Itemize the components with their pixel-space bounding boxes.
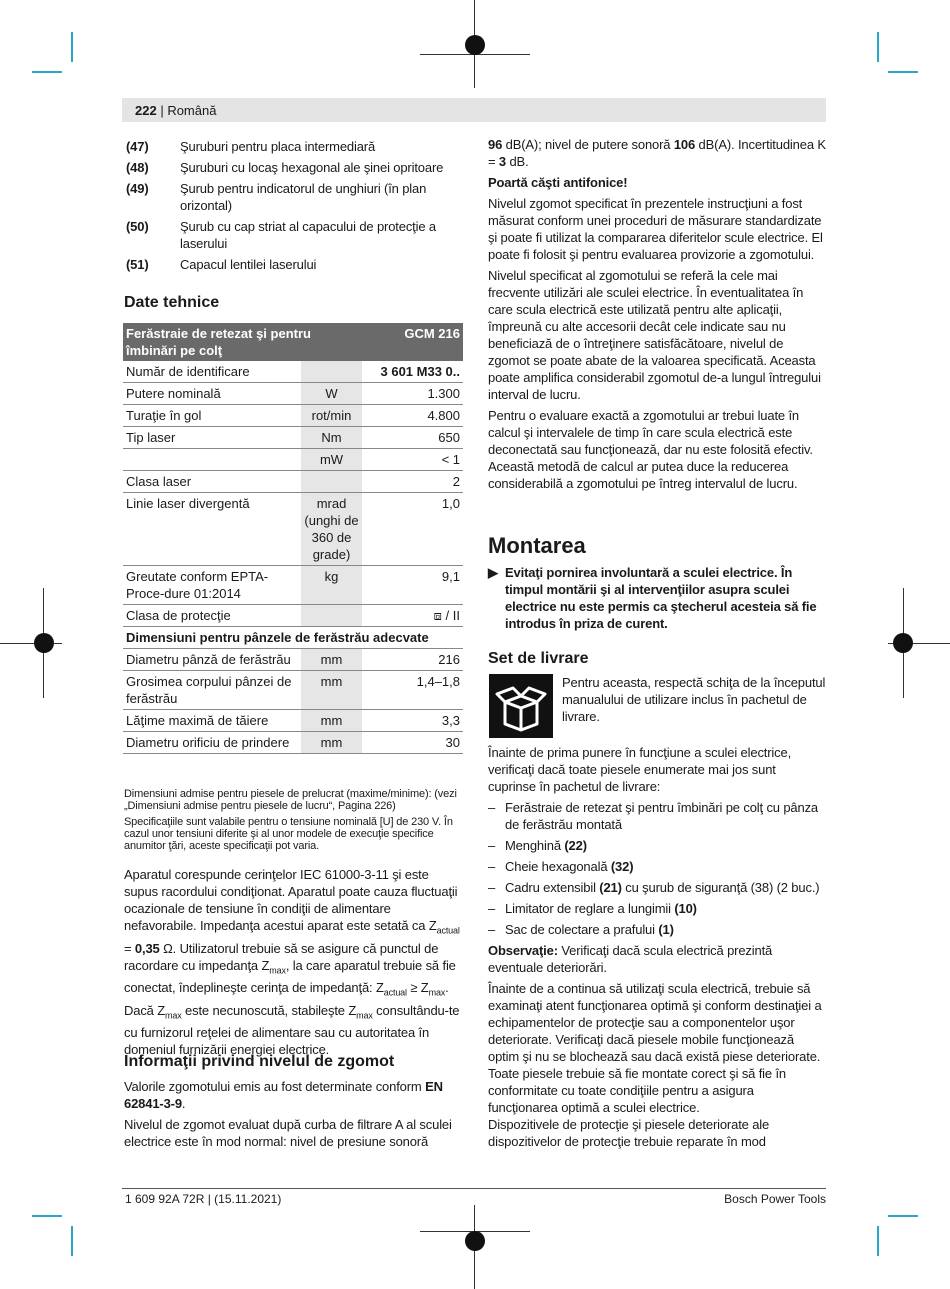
row-unit — [301, 471, 362, 493]
row-label: Diametru orificiu de prindere — [123, 732, 301, 754]
item-number: (47) — [126, 139, 149, 154]
table-row — [123, 449, 463, 471]
row-label: Număr de identificare — [123, 361, 301, 383]
registration-mark-right — [893, 633, 913, 653]
item-number: (48) — [126, 160, 149, 175]
row-value: 216 — [362, 649, 463, 671]
row-value: 1,0 — [362, 493, 463, 566]
row-unit: kg — [301, 566, 362, 605]
registration-mark-bottom — [465, 1231, 485, 1251]
table-row — [123, 671, 463, 710]
row-unit: mm — [301, 649, 362, 671]
row-label: Diametru pânză de ferăstrău — [123, 649, 301, 671]
table-subheading: Dimensiuni pentru pânzele de ferăstrău adecvate — [123, 627, 463, 649]
model-name: GCM 216 — [362, 323, 463, 361]
table-title: Ferăstraie de retezat şi pentru îmbinări pe colţ — [123, 323, 362, 361]
row-label: Clasa de protecţie — [123, 605, 301, 627]
row-unit: mm — [301, 671, 362, 710]
table-header-row — [123, 323, 463, 361]
iec-paragraph — [124, 866, 462, 1062]
row-value: 30 — [362, 732, 463, 754]
row-unit: mm — [301, 710, 362, 732]
noise-paragraph: Nivelul specificat al zgomotului se referă la cele mai frecvente utilizări ale sculei electrice. În eventualitatea în care scula electrică este utilizată pentru alte aplicaţii, împreună cu alte accesorii decât cele indicate sau nu beneficiază de o întreţinere satisfăcătoare, nivelul de zgomot se poate abate de la valoarea specificată. Aceasta poate amplifica considerabil zgomotul de-a lungul întregului interval de lucru. — [488, 268, 821, 402]
row-label: Grosimea corpului pânzei de ferăstrău — [123, 671, 301, 710]
list-item: – Sac de colectare a prafului (1) — [488, 921, 826, 938]
row-label: Linie laser divergentă — [123, 493, 301, 566]
footer-rule — [122, 1188, 826, 1189]
row-label: Greutate conform EPTA-Proce-dure 01:2014 — [123, 566, 301, 605]
row-label — [123, 449, 301, 471]
row-value: 3,3 — [362, 710, 463, 732]
package-box-icon — [489, 674, 553, 738]
warning-text: Evitaţi pornirea involuntară a sculei electrice. În timpul montării şi al intervenţiilor asupra sculei electrice nu este permis ca ştecherul acesteia să fie introdus în priza de curent. — [505, 565, 817, 631]
delivery-intro-text: Pentru aceasta, respectă schiţa de la începutul manualului de utilizare inclus în pachetul de livrare. — [562, 675, 826, 724]
table-subheading-row — [123, 627, 463, 649]
noise-paragraph: Pentru o evaluare exactă a zgomotului ar trebui luate în calcul şi intervalele de timp în care scula electrică este deconectată sau funcţionează, dar nu este folosită efectiv. Această metodă de calcul ar putea duce la reducerea considerabilă a zgomotului pe întreg intervalul de lucru. — [488, 408, 813, 491]
row-value: 650 — [362, 427, 463, 449]
row-value: < 1 — [362, 449, 463, 471]
list-item — [126, 218, 456, 252]
row-label: Tip laser — [123, 427, 301, 449]
footer-brand: Bosch Power Tools — [724, 1192, 826, 1206]
page-language: Română — [167, 103, 217, 118]
noise-level-intro: Nivelul de zgomot evaluat după curba de filtrare A al sculei electrice este în mod normal: nivel de presiune sonoră — [124, 1117, 452, 1149]
table-row — [123, 493, 463, 566]
row-unit — [301, 605, 362, 627]
list-item: – Menghină (22) — [488, 837, 826, 854]
montarea-heading: Montarea — [488, 533, 586, 558]
noise-values: 96 dB(A); nivel de putere sonoră 106 dB(A). Incertitudinea K = 3 dB. — [488, 137, 826, 169]
row-unit: rot/min — [301, 405, 362, 427]
table-row — [123, 427, 463, 449]
row-value: ⧈ / II — [362, 605, 463, 627]
table-row — [123, 732, 463, 754]
repair-paragraph: Dispozitivele de protecţie şi piesele deteriorate ale dispozitivelor de protecţie trebuie reparate în mod — [488, 1117, 770, 1149]
row-unit: mrad (unghi de 360 de grade) — [301, 493, 362, 566]
delivery-set-body — [488, 744, 826, 1154]
page-header: 222 | Română — [135, 103, 217, 118]
row-label: Turaţie în gol — [123, 405, 301, 427]
noise-heading: Informaţii privind nivelul de zgomot — [124, 1053, 395, 1070]
observation: Observaţie: Verificaţi dacă scula electrică prezintă eventuale deteriorări. — [488, 943, 773, 975]
row-value: 1.300 — [362, 383, 463, 405]
delivery-set-heading: Set de livrare — [488, 650, 589, 667]
list-item: – Cheie hexagonală (32) — [488, 858, 826, 875]
row-unit: Nm — [301, 427, 362, 449]
list-item — [126, 256, 456, 273]
item-number: (49) — [126, 181, 149, 196]
parts-list — [126, 138, 456, 277]
table-row — [123, 471, 463, 493]
table-note: Specificaţiile sunt valabile pentru o tensiune nominală [U] de 230 V. În cazul unor tensiuni diferite şi al unor modele de execuţie specifice anumitor ţări, aceste specificaţii pot varia. — [124, 816, 453, 852]
noise-paragraph: Nivelul zgomot specificat în prezentele instrucţiuni a fost măsurat conform unei proceduri de măsurare standardizate şi poate fi utilizat la compararea diferitelor scule electrice. El poate fi folosit şi pentru evaluarea provizorie a zgomotului. — [488, 196, 823, 262]
noise-text-right — [488, 136, 826, 496]
table-row — [123, 710, 463, 732]
list-item — [126, 159, 456, 176]
noise-text-left — [124, 1078, 462, 1154]
table-row — [123, 605, 463, 627]
item-text: Capacul lentilei laserului — [180, 257, 317, 272]
list-item: – Limitator de reglare a lungimii (10) — [488, 900, 826, 917]
inspection-paragraph: Înainte de a continua să utilizaţi scula electrică, trebuie să examinaţi atent funcţionarea optimă şi conform destinaţiei a echipamentelor de protecţie sau a componentelor uşor deteriorate. Verificaţi dacă piesele mobile funcţionează optim şi nu se blochează sau dacă există piese deteriorate. Toate piesele trebuie să fie montate corect şi să fie în conformitate cu toate condiţiile pentru a asigura funcţionarea optimă a sculei electrice. — [488, 981, 822, 1115]
row-unit — [301, 361, 362, 383]
triangle-bullet-icon: ▶ — [488, 565, 498, 580]
row-value: 1,4–1,8 — [362, 671, 463, 710]
table-note: Dimensiuni admise pentru piesele de prelucrat (maxime/minime): (vezi „Dimensiuni admise pentru piesele de lucru“, Pagina 226) — [124, 788, 457, 812]
item-text: Şurub pentru indicatorul de unghiuri (în plan orizontal) — [180, 181, 427, 213]
table-row — [123, 361, 463, 383]
tech-data-heading: Date tehnice — [124, 294, 220, 311]
list-item: – Cadru extensibil (21) cu şurub de siguranţă (38) (2 buc.) — [488, 879, 826, 896]
row-label: Putere nominală — [123, 383, 301, 405]
safety-warning — [488, 564, 818, 636]
table-row — [123, 383, 463, 405]
row-unit: mm — [301, 732, 362, 754]
row-unit: mW — [301, 449, 362, 471]
row-value: 3 601 M33 0.. — [362, 361, 463, 383]
delivery-set-intro — [562, 674, 826, 729]
table-notes — [124, 788, 460, 856]
table-row — [123, 405, 463, 427]
page-header-bar — [122, 98, 826, 122]
delivery-paragraph: Înainte de prima punere în funcţiune a sculei electrice, verificaţi dacă toate piesele enumerate mai jos sunt cuprinse în pachetul de livrare: — [488, 745, 792, 794]
registration-mark-left — [34, 633, 54, 653]
registration-mark-top — [465, 35, 485, 55]
row-value: 2 — [362, 471, 463, 493]
row-value: 4.800 — [362, 405, 463, 427]
ear-protection-warning: Poartă căşti antifonice! — [488, 175, 628, 190]
page-number: 222 — [135, 103, 157, 118]
item-text: Şurub cu cap striat al capacului de protecţie a laserului — [180, 219, 436, 251]
list-item — [126, 138, 456, 155]
item-number: (50) — [126, 219, 149, 234]
tech-data-table — [123, 323, 463, 754]
noise-standard: Valorile zgomotului emis au fost determinate conform EN 62841-3-9. — [124, 1079, 443, 1111]
row-unit: W — [301, 383, 362, 405]
row-label: Lăţime maximă de tăiere — [123, 710, 301, 732]
list-item: – Ferăstraie de retezat şi pentru îmbinări pe colţ cu pânza de ferăstrău montată — [488, 799, 826, 833]
footer-doc-id: 1 609 92A 72R | (15.11.2021) — [125, 1192, 282, 1206]
item-number: (51) — [126, 257, 149, 272]
list-item — [126, 180, 456, 214]
item-text: Şuruburi cu locaş hexagonal ale şinei opritoare — [180, 160, 444, 175]
table-row — [123, 566, 463, 605]
delivery-list — [488, 799, 826, 938]
row-label: Clasa laser — [123, 471, 301, 493]
row-value: 9,1 — [362, 566, 463, 605]
table-row — [123, 649, 463, 671]
item-text: Şuruburi pentru placa intermediară — [180, 139, 376, 154]
iec-text: Aparatul corespunde cerinţelor IEC 61000-3-11 şi este supus racordului condiţionat. Aparatul poate cauza fluctuaţii ocazionale de tensiune în condiţii de alimentare nefavorabile. Impedanţa acestui aparat este setată ca $Z_{actual} = 0,35$ Ω. Utilizatorul trebuie să se asigure că punctul de racordare cu impedanţa $Z_{max}$, la care aparatul trebuie să fie conectat, îndeplineşte cerinţa de impedanţă: $Z_{actual} \ge Z_{max}$. Dacă $Z_{max}$ este necunoscută, stabileşte $Z_{max}$ consultându-te cu furnizorul reţelei de alimentare sau cu autoritatea în domeniul furnizării energiei electrice. — [124, 867, 460, 1058]
